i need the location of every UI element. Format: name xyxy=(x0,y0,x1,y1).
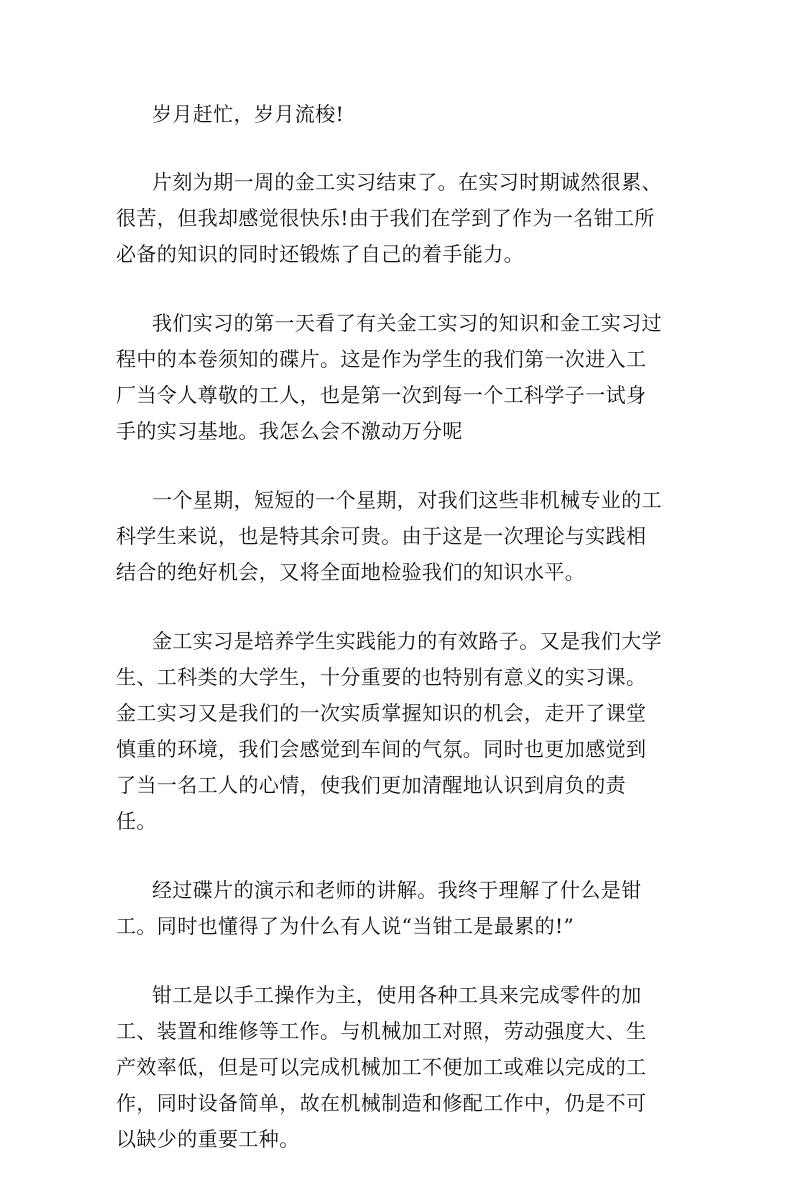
document-body xyxy=(116,96,664,1190)
paragraph-1: 岁月赶忙，岁月流梭! xyxy=(152,102,345,126)
paragraph-2: 片刻为期一周的金工实习结束了。在实习时期诚然很累、很苦，但我却感觉很快乐!由于我们在学到了作为一名钳工所必备的知识的同时还锻炼了自己的着手能力。 xyxy=(116,170,662,266)
paragraph-5: 金工实习是培养学生实践能力的有效路子。又是我们大学生、工科类的大学生，十分重要的也特别有意义的实习课。金工实习又是我们的一次实质掌握知识的机会，走开了课堂慎重的环境，我们会感觉到车间的气氛。同时也更加感觉到了当一名工人的心情，使我们更加清醒地认识到肩负的责任。 xyxy=(116,629,662,833)
paragraph-7: 钳工是以手工操作为主，使用各种工具来完成零件的加工、装置和维修等工作。与机械加工对照，劳动强度大、生产效率低，但是可以完成机械加工不便加工或难以完成的工作，同时设备简单，故在机械制造和修配工作中，仍是不可以缺少的重要工种。 xyxy=(116,983,647,1151)
paragraph-6: 经过碟片的演示和老师的讲解。我终于理解了什么是钳工。同时也懂得了为什么有人说“当钳工是最累的!” xyxy=(116,878,642,938)
paragraph-3: 我们实习的第一天看了有关金工实习的知识和金工实习过程中的本卷须知的碟片。这是作为学生的我们第一次进入工厂当令人尊敬的工人，也是第一次到每一个工科学子一试身手的实习基地。我怎么会不激动万分呢 xyxy=(116,311,662,443)
paragraph-4: 一个星期，短短的一个星期，对我们这些非机械专业的工科学生来说，也是特其余可贵。由于这是一次理论与实践相结合的绝好机会，又将全面地检验我们的知识水平。 xyxy=(116,488,662,584)
